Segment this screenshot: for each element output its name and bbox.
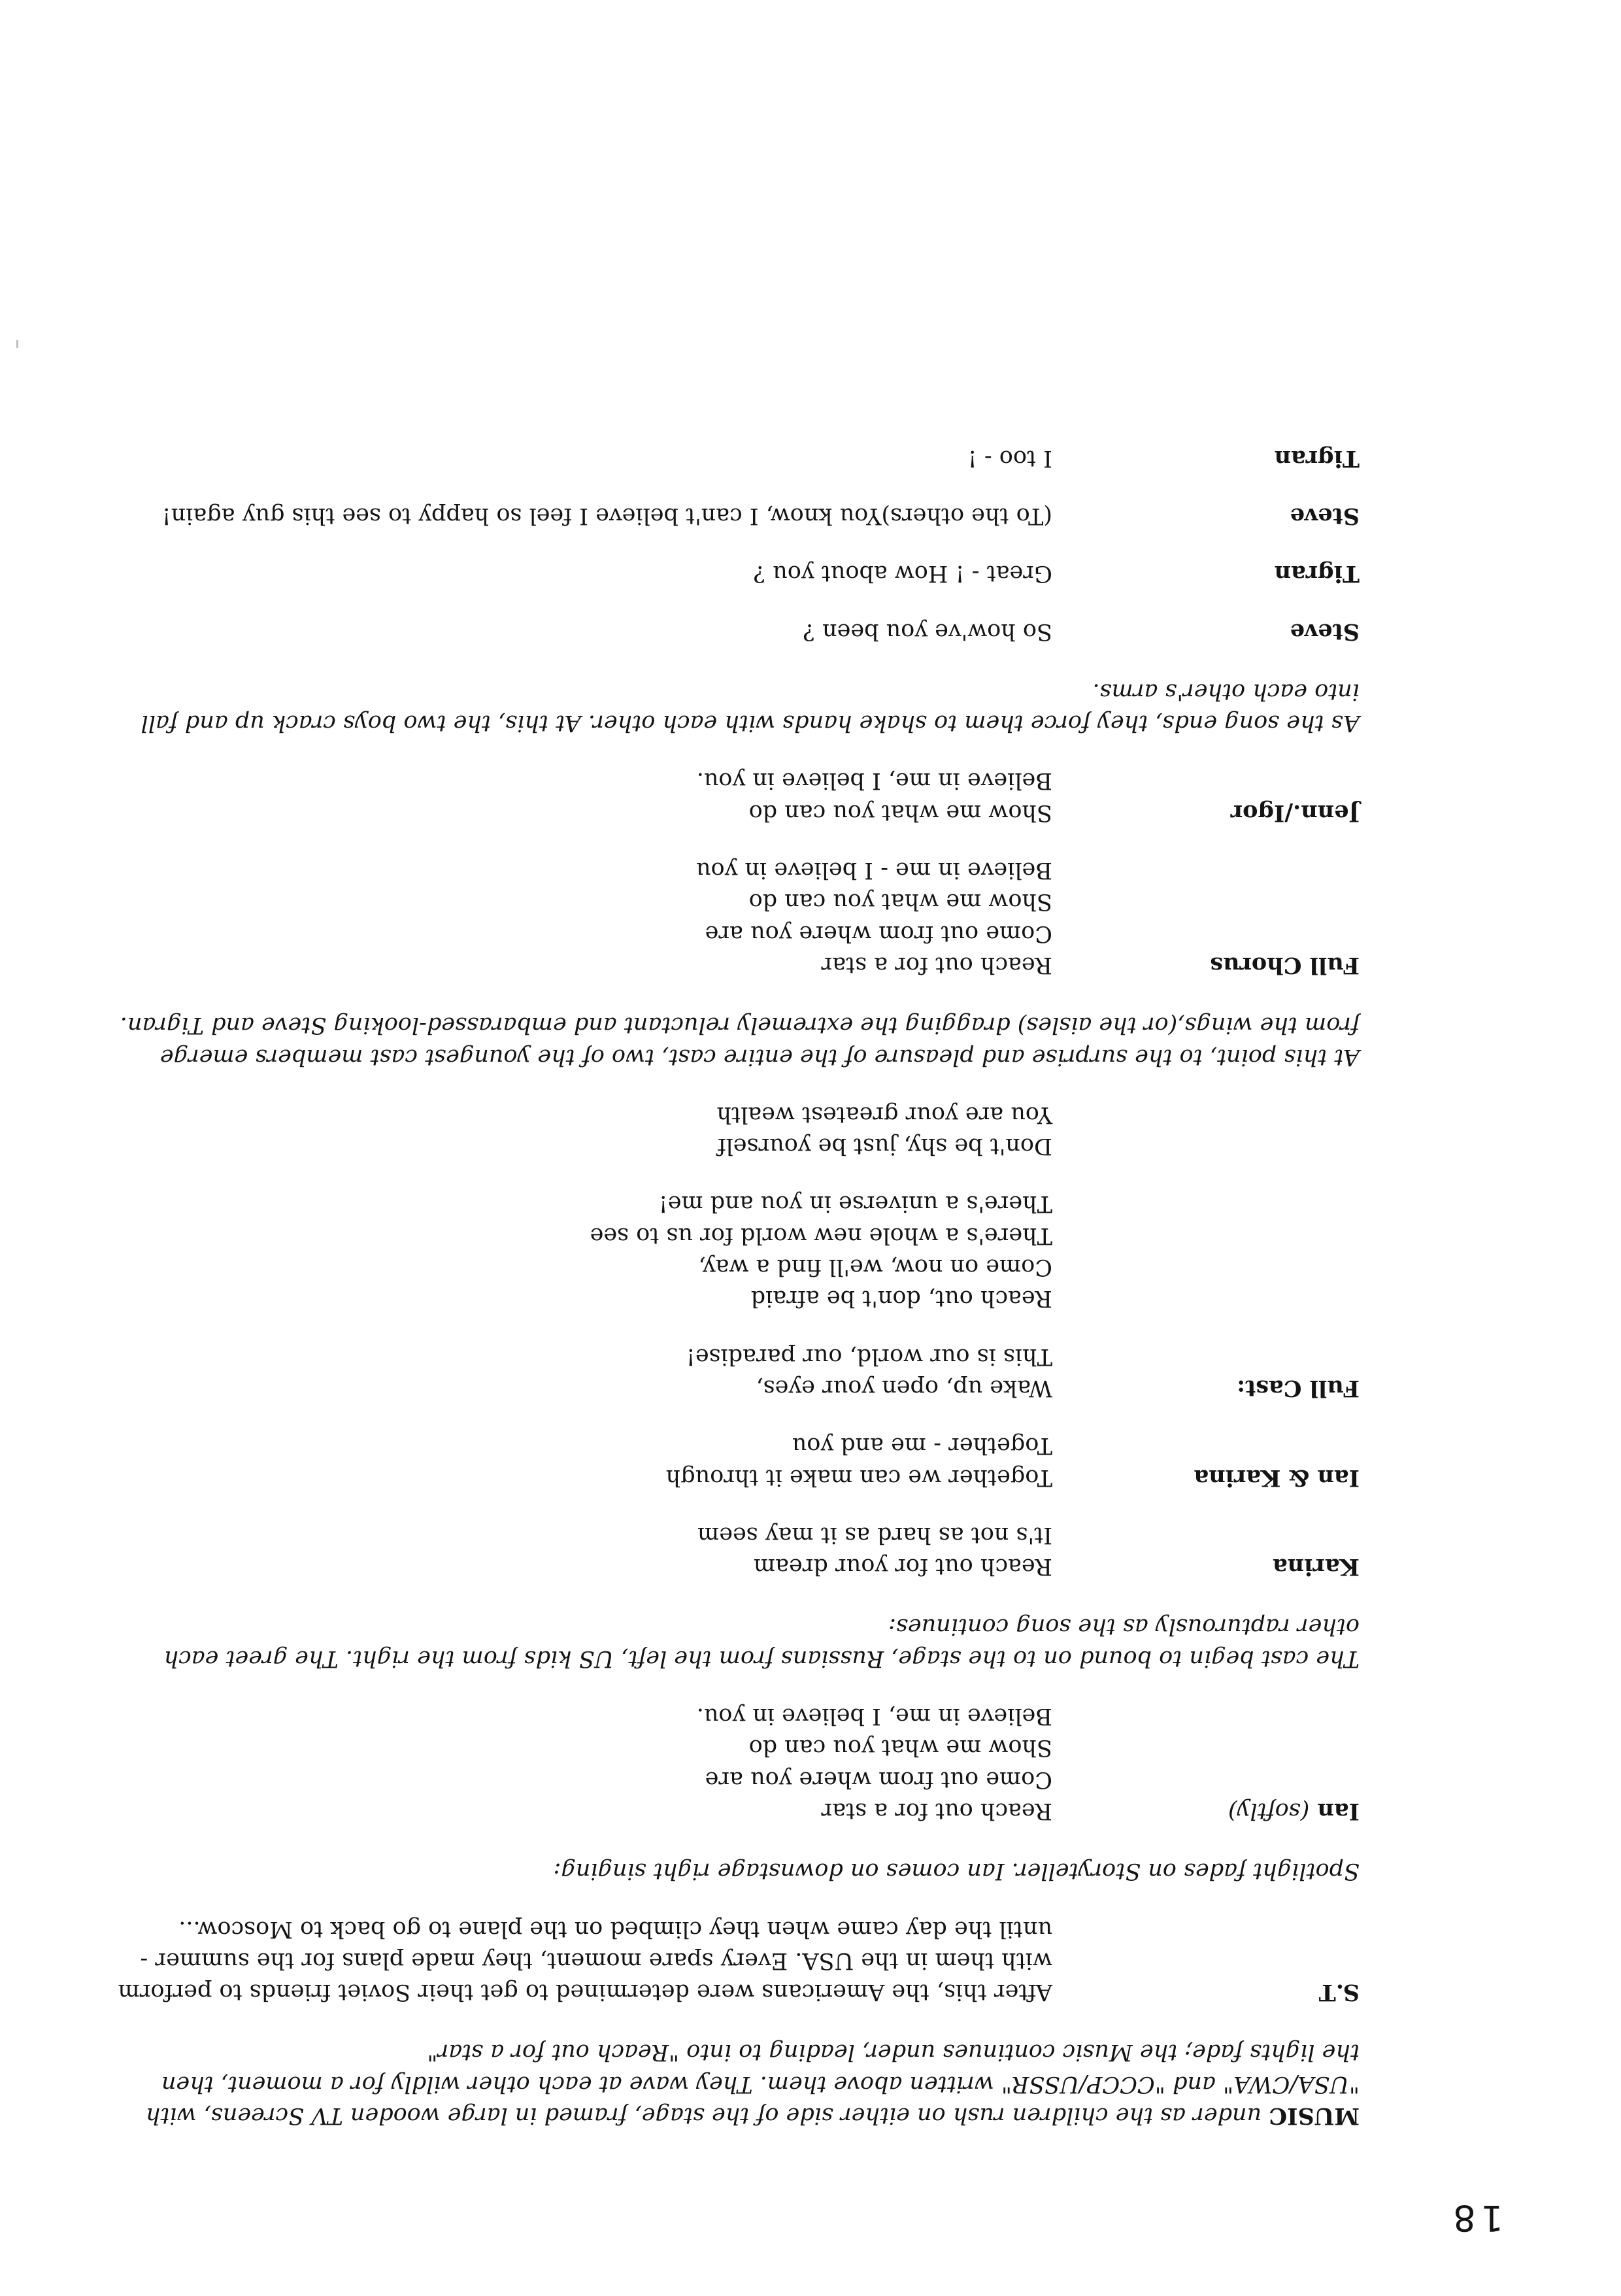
stage-direction-text: under as the children rush on either side of the stage, framed in large wooden TV Screens, with "USA/CWA" and "CCCP/USSR" written above them. They wave at each other wildly for a moment, then the lights fade; the Music continues under, leading to into "Reach out for a star": [145, 2039, 1360, 2129]
stage-direction-text: At this point, to the surprise and pleasure of the entire cast, two of the youngest cast members emerge from the wings,(or the aisles) dragging the extremely reluctant and embarassed-looking Steve and Tigran.: [120, 1012, 1360, 1070]
stage-direction: [118, 1611, 1360, 1674]
speaker-name: [1052, 1430, 1360, 1493]
stage-direction-text: As the song ends, they force them to shake hands with each other. At this, the two boys crack up and fall into each other's arms.: [141, 678, 1360, 737]
stanza-gap: [118, 1162, 1052, 1188]
dialogue-row: [118, 854, 1360, 981]
speech-text: [118, 442, 1052, 473]
script-body: [118, 416, 1360, 2131]
dialogue-row: [118, 1099, 1360, 1404]
stanza-gap: [118, 1314, 1052, 1340]
speaker-name: [1052, 615, 1360, 647]
dialogue-row: [118, 442, 1360, 473]
speech-line: Reach out for a star: [821, 951, 1052, 978]
speaker-name: [1052, 765, 1360, 828]
speech-line: Together we can make it through: [665, 1464, 1052, 1491]
dialogue-row: [118, 765, 1360, 828]
speaker-label: Tigran: [1274, 560, 1360, 588]
speaker-label: Ian & Karina: [1194, 1464, 1360, 1491]
speech-line: Reach out for your dream: [753, 1553, 1052, 1580]
speech-line: Show me what you can do: [748, 799, 1052, 826]
dialogue-row: [118, 558, 1360, 589]
speech-line: There's a universe in you and me!: [658, 1190, 1052, 1217]
speech-line: After this, the Americans were determined to get their Soviet friends to perform with them in the USA. Every spare moment, they made plans for the summer - until the day came when they climbed on the plane to go back to Moscow...: [118, 1916, 1052, 2006]
speaker-name: [1052, 558, 1360, 589]
speech-line: So how've you been ?: [803, 618, 1052, 645]
stage-direction: [118, 2036, 1360, 2131]
speech-line: It's not as hard as it may seem: [697, 1521, 1052, 1548]
speech-line: Show me what you can do: [748, 888, 1052, 915]
dialogue-row: [118, 1913, 1360, 2008]
stage-direction-text: The cast begin to bound on to the stage, Russians from the left, US kids from the right. The greet each other rapturously as the song continues:: [163, 1613, 1360, 1672]
speaker-name: [1052, 1099, 1360, 1404]
dialogue-row: [118, 1430, 1360, 1493]
speaker-note: (softly): [1228, 1797, 1310, 1824]
speaker-label: Full Cast:: [1237, 1374, 1360, 1402]
speech-line: You are your greatest wealth: [716, 1101, 1052, 1128]
speaker-label: S.T: [1318, 1979, 1360, 2006]
speech-line: (To the others)You know, I can't believe I feel so happy to see this guy again!: [161, 503, 1052, 530]
speech-line: Together - me and you: [792, 1432, 1052, 1459]
speaker-label: Steve: [1290, 618, 1360, 645]
speech-line: Come out from where you are: [705, 920, 1052, 947]
speech-line: Believe in me - I believe in you: [695, 857, 1052, 884]
speech-line: Believe in me, I believe in you.: [696, 1703, 1052, 1730]
stage-direction-text: Spotlight fades on Storyteller. Ian comes on downstage right singing:: [553, 1858, 1360, 1885]
stage-direction: [118, 1855, 1360, 1887]
speech-line: Don't be shy, just be yourself: [717, 1133, 1052, 1160]
speaker-label: Steve: [1290, 503, 1360, 530]
scan-mark: [16, 340, 18, 348]
speaker-name: [1052, 1700, 1360, 1827]
speech-line: Believe in me, I believe in you.: [696, 768, 1052, 794]
speech-text: [118, 854, 1052, 981]
speech-text: [118, 558, 1052, 589]
speaker-label: Karina: [1273, 1553, 1360, 1581]
speech-line: I too - !: [967, 445, 1052, 471]
stage-direction-cue: MUSIC: [1269, 2102, 1360, 2129]
speech-text: [118, 1913, 1052, 2008]
page-number: 18: [1448, 2197, 1503, 2238]
stage-direction: [118, 1009, 1360, 1073]
speaker-label: Tigran: [1274, 445, 1360, 472]
dialogue-row: [118, 500, 1360, 532]
dialogue-row: [118, 1700, 1360, 1827]
speech-line: Come out from where you are: [705, 1766, 1052, 1793]
speaker-name: [1052, 1913, 1360, 2008]
speech-text: [118, 1099, 1052, 1404]
speech-line: Show me what you can do: [748, 1734, 1052, 1761]
speech-line: Come on now, we'll find a way,: [698, 1254, 1052, 1281]
speaker-name: [1052, 500, 1360, 532]
speaker-label: Jenn./Igor: [1230, 799, 1360, 826]
speech-line: There's a whole new world for us to see: [590, 1222, 1052, 1249]
speech-line: This is our world, our paradise!: [686, 1343, 1052, 1370]
speech-text: [118, 1519, 1052, 1583]
speech-line: Wake up, open your eyes,: [756, 1374, 1052, 1401]
speech-text: [118, 615, 1052, 647]
speech-text: [118, 500, 1052, 532]
speech-line: Reach out, don't be afraid: [750, 1285, 1052, 1312]
stage-direction: [118, 676, 1360, 739]
speaker-label: Ian: [1317, 1797, 1360, 1825]
dialogue-row: [118, 615, 1360, 647]
speech-text: [118, 1430, 1052, 1493]
speech-line: Great - ! How about you ?: [753, 560, 1052, 587]
speaker-name: [1052, 854, 1360, 981]
speaker-name: [1052, 442, 1360, 473]
speaker-name: [1052, 1519, 1360, 1583]
speech-line: Reach out for a star: [821, 1797, 1052, 1824]
speech-text: [118, 1700, 1052, 1827]
speech-text: [118, 765, 1052, 828]
dialogue-row: [118, 1519, 1360, 1583]
speaker-label: Full Chorus: [1210, 951, 1360, 979]
